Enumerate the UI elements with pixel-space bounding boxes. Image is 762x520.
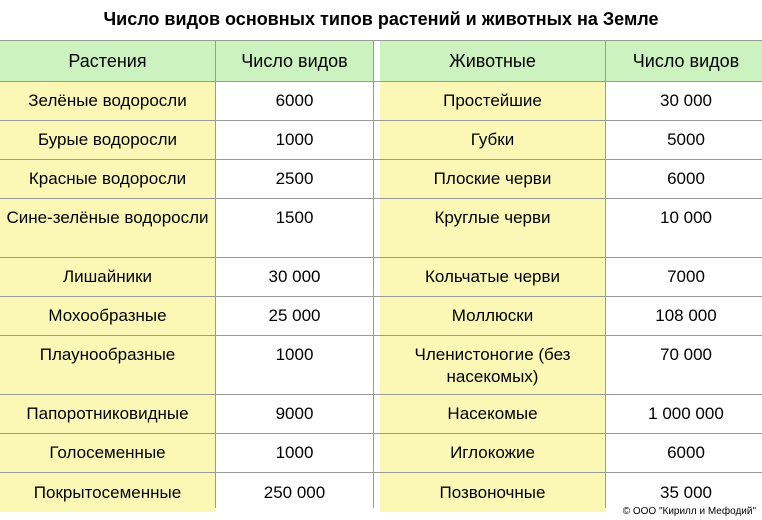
header-animals: Животные xyxy=(380,41,605,81)
animal-name: Насекомые xyxy=(380,395,605,433)
plant-name: Зелёные водоросли xyxy=(0,82,215,120)
animal-count: 108 000 xyxy=(606,297,762,335)
header-plants: Растения xyxy=(0,41,215,81)
plant-count: 25 000 xyxy=(216,297,373,335)
header-plants-count: Число видов xyxy=(216,41,373,81)
plant-count: 1500 xyxy=(216,199,373,257)
plant-name: Мохообразные xyxy=(0,297,215,335)
plant-count: 1000 xyxy=(216,336,373,394)
animal-count: 10 000 xyxy=(606,199,762,257)
plant-name: Бурые водоросли xyxy=(0,121,215,159)
animal-count: 6000 xyxy=(606,160,762,198)
species-table xyxy=(0,40,762,508)
animal-name: Плоские черви xyxy=(380,160,605,198)
plant-name: Покрытосеменные xyxy=(0,473,215,512)
animal-name: Позвоночные xyxy=(380,473,605,512)
plant-count: 250 000 xyxy=(216,473,373,512)
header-animals-count: Число видов xyxy=(606,41,762,81)
animal-count: 30 000 xyxy=(606,82,762,120)
plant-count: 2500 xyxy=(216,160,373,198)
animal-name: Иглокожие xyxy=(380,434,605,472)
animal-name: Кольчатые черви xyxy=(380,258,605,296)
plant-name: Лишайники xyxy=(0,258,215,296)
animal-name: Простейшие xyxy=(380,82,605,120)
animal-count: 1 000 000 xyxy=(606,395,762,433)
plant-name: Плаунообразные xyxy=(0,336,215,394)
animal-name: Моллюски xyxy=(380,297,605,335)
plant-name: Сине-зелёные водоросли xyxy=(0,199,215,257)
plant-count: 1000 xyxy=(216,434,373,472)
plant-count: 30 000 xyxy=(216,258,373,296)
plant-count: 9000 xyxy=(216,395,373,433)
copyright-notice: © ООО "Кирилл и Мефодий" xyxy=(622,506,756,517)
plant-name: Красные водоросли xyxy=(0,160,215,198)
animal-count: 6000 xyxy=(606,434,762,472)
page-title: Число видов основных типов растений и животных на Земле xyxy=(103,9,659,29)
animal-count: 5000 xyxy=(606,121,762,159)
plant-name: Голосеменные xyxy=(0,434,215,472)
animal-count: 7000 xyxy=(606,258,762,296)
plant-count: 1000 xyxy=(216,121,373,159)
animal-count: 70 000 xyxy=(606,336,762,394)
plant-name: Папоротниковидные xyxy=(0,395,215,433)
plant-count: 6000 xyxy=(216,82,373,120)
animal-name: Членистоногие (без насекомых) xyxy=(380,336,605,394)
animal-name: Круглые черви xyxy=(380,199,605,257)
animal-count: 35 000 xyxy=(606,473,762,512)
animal-name: Губки xyxy=(380,121,605,159)
